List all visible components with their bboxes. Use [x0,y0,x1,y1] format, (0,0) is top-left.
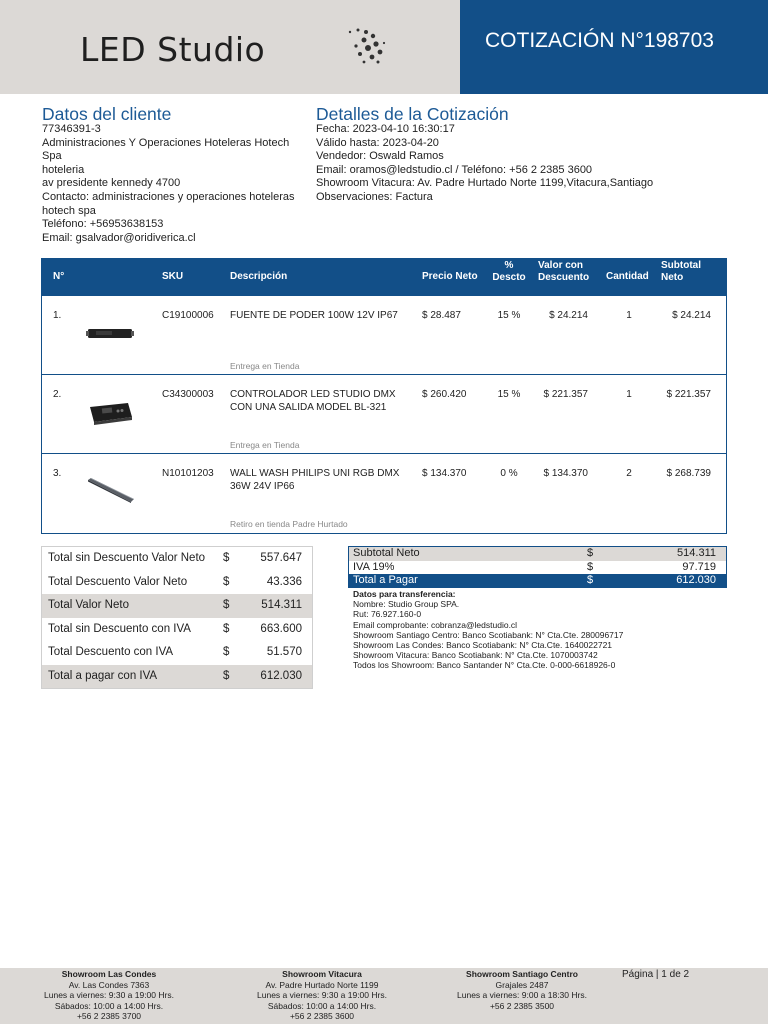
totals-summary-left [41,546,313,689]
th-subtotal-line2: Neto [661,272,684,283]
row-num: 1. [53,310,62,321]
total-currency: $ [223,575,230,588]
total-label: IVA 19% [353,560,395,573]
details-seller: Vendedor: Oswald Ramos [316,150,444,163]
th-num: N° [53,271,65,282]
total-label: Total a pagar con IVA [48,669,158,682]
total-row-descuento-iva [42,641,312,665]
table-row [42,454,726,533]
th-sku: SKU [162,271,184,282]
transfer-info [353,589,623,671]
row-delivery: Retiro en tienda Padre Hurtado [230,519,348,529]
footer [0,968,768,1024]
showroom-name: Showroom Vitacura [282,969,362,979]
wall-wash-image [84,474,136,504]
client-section-title: Datos del cliente [42,104,172,124]
th-description: Descripción [230,271,288,282]
details-info [316,123,696,205]
th-subtotal [661,260,701,284]
row-num: 3. [53,468,62,479]
row-sku: C34300003 [162,389,214,400]
led-studio-logo [80,22,400,78]
transfer-account-las-condes: Showroom Las Condes: Banco Scotiabank: N° Cta.Cte. 1640022721 [353,640,613,651]
subtotal-neto-row [349,547,726,561]
table-header [42,259,726,296]
th-valor-descuento [538,260,589,284]
th-descto [491,260,527,284]
table-row [42,375,726,454]
total-label: Total sin Descuento con IVA [48,622,191,635]
th-valor-line1: Valor con [538,260,584,271]
row-cantidad: 2 [626,468,632,479]
row-descto: 0 % [500,468,518,479]
showroom-line: Grajales 2487 [495,979,549,990]
dmx-controller-image [84,397,136,427]
row-subtotal: $ 221.357 [666,389,711,400]
row-description: FUENTE DE PODER 100W 12V IP67 [230,310,398,321]
showroom-line: Lunes a viernes: 9:30 a 19:00 Hrs. [257,990,387,1001]
th-subtotal-line1: Subtotal [661,260,701,271]
row-description: WALL WASH PHILIPS UNI RGB DMX 36W 24V IP66 [230,468,400,492]
row-delivery: Entrega en Tienda [230,440,300,450]
row-precio: $ 260.420 [422,389,467,400]
totals-summary-right [348,546,727,588]
total-currency: $ [223,622,230,635]
transfer-email: Email comprobante: cobranza@ledstudio.cl [353,619,518,630]
total-value: 51.570 [266,646,302,658]
total-row-descuento-neto [42,571,312,595]
total-label: Total Valor Neto [48,599,129,611]
client-info [42,123,310,245]
details-observations: Observaciones: Factura [316,190,433,203]
transfer-account-all: Todos los Showroom: Banco Santander N° Cta.Cte. 0-000-6618926-0 [353,660,616,671]
logo-text: LED Studio [80,30,266,69]
row-num: 2. [53,389,62,400]
header-logo-area [0,0,460,94]
footer-showroom-vitacura [232,969,412,1022]
row-delivery: Entrega en Tienda [230,361,300,371]
details-section-title: Detalles de la Cotización [316,104,509,124]
total-row-sin-descuento-neto [42,547,312,571]
total-label: Total Descuento con IVA [48,646,174,658]
showroom-name: Showroom Las Condes [61,969,157,979]
transfer-rut: Rut: 76.927.160-0 [353,609,422,620]
showroom-line: Lunes a viernes: 9:30 a 19:00 Hrs. [44,990,174,1001]
row-descto: 15 % [497,310,521,321]
logo-dots-icon [342,26,390,66]
total-currency: $ [223,599,230,611]
details-showroom: Showroom Vitacura: Av. Padre Hurtado Norte 1199,Vitacura,Santiago [316,177,654,190]
th-precio-neto: Precio Neto [422,271,478,282]
th-valor-line2: Descuento [538,272,590,283]
total-currency: $ [587,547,594,559]
transfer-account-vitacura: Showroom Vitacura: Banco Scotiabank: N° Cta.Cte. 1070003742 [353,650,598,661]
total-value: 663.600 [260,622,302,635]
row-cantidad: 1 [626,310,632,321]
total-label: Total a Pagar [353,574,418,586]
row-valor: $ 134.370 [543,468,588,479]
total-row-valor-neto [42,594,312,618]
quote-title: COTIZACIÓN N°198703 [485,29,714,52]
row-descto: 15 % [497,389,521,400]
client-business: hoteleria [42,163,85,176]
footer-showroom-las-condes [19,969,199,1022]
th-cantidad: Cantidad [606,271,649,282]
total-currency: $ [223,669,230,682]
total-label: Total sin Descuento Valor Neto [48,552,206,564]
total-value: 514.311 [677,547,716,559]
showroom-line: +56 2 2385 3600 [289,1011,355,1022]
client-address: av presidente kennedy 4700 [42,177,181,190]
total-row-sin-descuento-iva [42,618,312,642]
page-number: Página | 1 de 2 [622,969,690,980]
client-rut: 77346391-3 [42,123,101,135]
total-label: Total Descuento Valor Neto [48,575,188,588]
table-row [42,296,726,375]
total-value: 612.030 [676,574,716,586]
row-sku: N10101203 [162,468,214,479]
row-valor: $ 24.214 [549,310,588,321]
details-seller-contact: Email: oramos@ledstudio.cl / Teléfono: +56 2 2385 3600 [316,163,593,176]
transfer-title: Datos para transferencia: [353,589,456,599]
client-phone: Teléfono: +56953638153 [42,218,164,231]
total-value: 97.719 [682,560,716,573]
row-precio: $ 134.370 [422,468,467,479]
th-descto-line2: Descto [492,272,526,283]
client-contact: Contacto: administraciones y operaciones hoteleras hotech spa [42,190,295,217]
total-currency: $ [223,646,230,658]
showroom-line: +56 2 2385 3500 [489,1000,555,1011]
total-currency: $ [223,552,230,564]
th-descto-line1: % [504,260,514,271]
iva-row [349,561,726,575]
total-row-pagar-iva [42,665,312,689]
transfer-account-santiago: Showroom Santiago Centro: Banco Scotiabank: N° Cta.Cte. 280096717 [353,629,624,640]
power-supply-image [84,318,136,348]
showroom-line: +56 2 2385 3700 [76,1011,142,1022]
showroom-line: Av. Padre Hurtado Norte 1199 [265,979,379,990]
transfer-name: Nombre: Studio Group SPA. [353,599,460,610]
row-cantidad: 1 [626,389,632,400]
total-pagar-row [349,574,726,588]
client-email: Email: gsalvador@oridiverica.cl [42,231,196,244]
showroom-name: Showroom Santiago Centro [466,969,578,979]
product-table [41,258,727,534]
showroom-line: Sábados: 10:00 a 14:00 Hrs. [54,1000,164,1011]
total-value: 612.030 [260,669,302,682]
row-subtotal: $ 24.214 [672,310,711,321]
total-label: Subtotal Neto [353,547,420,559]
total-value: 43.336 [266,575,302,588]
row-subtotal: $ 268.739 [666,468,711,479]
showroom-line: Lunes a viernes: 9:00 a 18:30 Hrs. [457,990,587,1001]
row-sku: C19100006 [162,310,214,321]
footer-showroom-santiago-centro [432,969,612,1011]
row-valor: $ 221.357 [543,389,588,400]
showroom-line: Av. Las Condes 7363 [68,979,150,990]
total-value: 514.311 [261,599,302,611]
total-currency: $ [587,560,594,573]
quote-number-banner [460,0,768,94]
row-description: CONTROLADOR LED STUDIO DMX CON UNA SALIDA MODEL BL-321 [230,389,396,413]
details-date: Fecha: 2023-04-10 16:30:17 [316,123,455,135]
total-currency: $ [587,574,594,586]
total-value: 557.647 [260,552,302,564]
showroom-line: Sábados: 10:00 a 14:00 Hrs. [267,1000,377,1011]
client-company: Administraciones Y Operaciones Hoteleras Hotech Spa [42,136,290,163]
row-precio: $ 28.487 [422,310,461,321]
details-valid-until: Válido hasta: 2023-04-20 [316,136,439,149]
